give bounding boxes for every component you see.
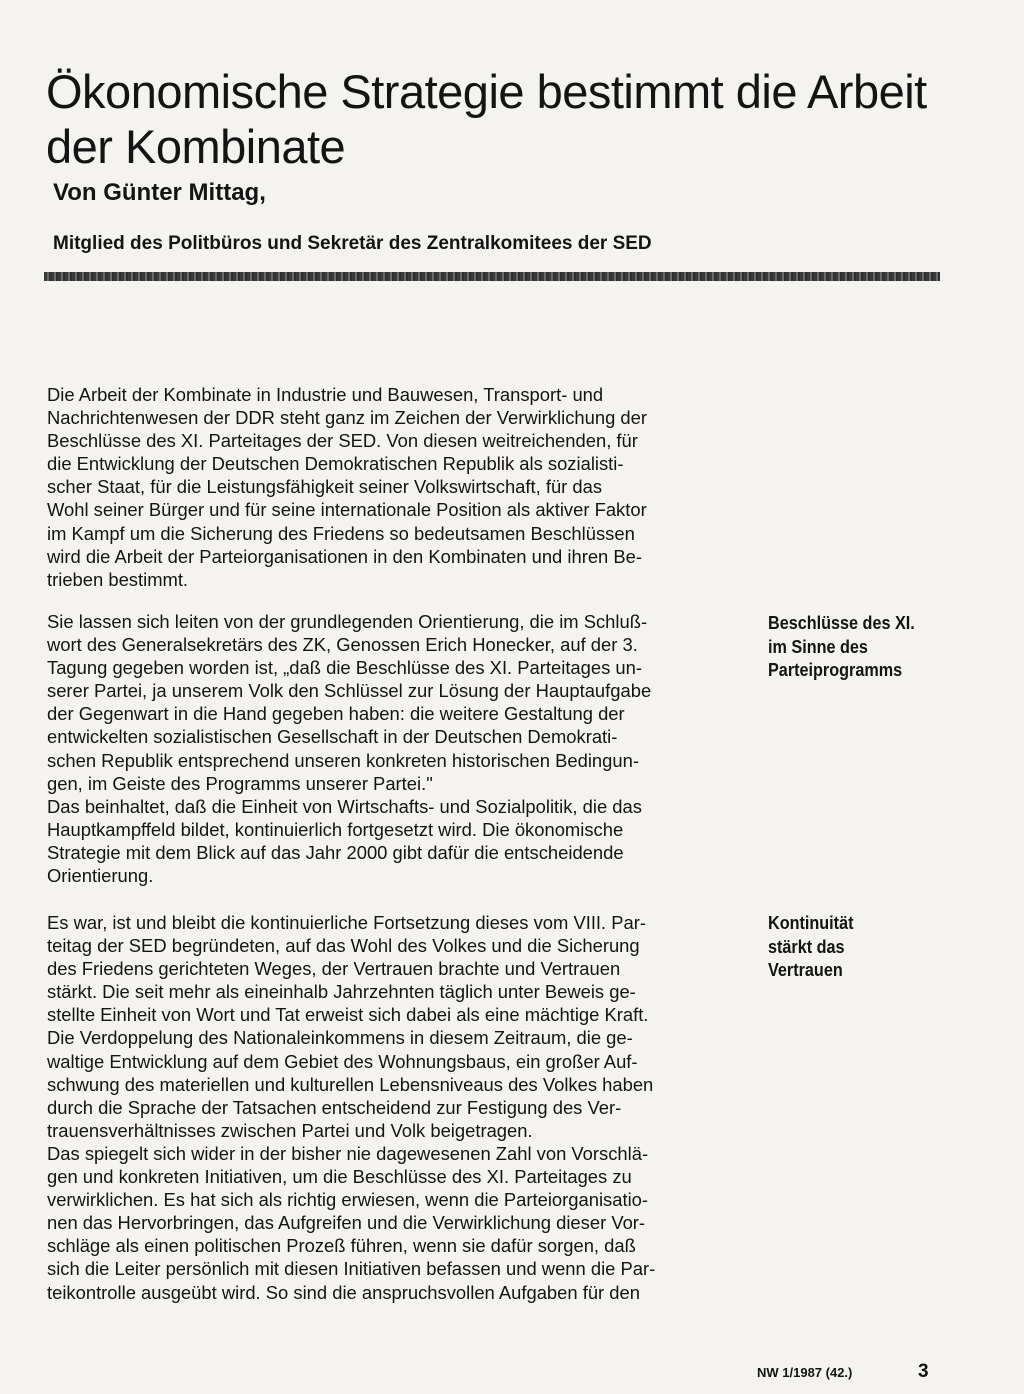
text-line: Die Verdoppelung des Nationaleinkommens in diesem Zeitraum, die ge- bbox=[47, 1027, 633, 1049]
text-line: trauensverhältnisses zwischen Partei und Volk beigetragen. bbox=[47, 1119, 533, 1141]
page-number: 3 bbox=[918, 1361, 929, 1382]
text-line: wird die Arbeit der Parteiorganisationen in den Kombinaten und ihren Be- bbox=[47, 545, 643, 567]
sidenote-line: im Sinne des bbox=[768, 636, 868, 657]
author-name: Von Günter Mittag, bbox=[53, 179, 266, 206]
text-line: gen und konkreten Initiativen, um die Beschlüsse des XI. Parteitages zu bbox=[47, 1166, 632, 1188]
text-line: stellte Einheit von Wort und Tat erweist sich dabei als eine mächtige Kraft. bbox=[47, 1004, 649, 1026]
text-line: schen Republik entsprechend unseren konkreten historischen Bedingun- bbox=[47, 749, 639, 771]
title-rule bbox=[44, 272, 940, 281]
text-line: Die Arbeit der Kombinate in Industrie und Bauwesen, Transport- und bbox=[47, 384, 604, 405]
text-line: gen, im Geiste des Programms unserer Partei." bbox=[47, 772, 433, 794]
text-line: der Gegenwart in die Hand gegeben haben: die weitere Gestaltung der bbox=[47, 703, 625, 725]
author-affiliation: Mitglied des Politbüros und Sekretär des Zentralkomitees der SED bbox=[53, 233, 652, 254]
text-line: Das beinhaltet, daß die Einheit von Wirtschafts- und Sozialpolitik, die das bbox=[47, 795, 642, 817]
text-line: Strategie mit dem Blick auf das Jahr 2000 gibt dafür die entscheidende bbox=[47, 841, 624, 863]
text-line: des Friedens gerichteten Weges, der Vertrauen brachte und Vertrauen bbox=[47, 958, 621, 980]
text-line: trieben bestimmt. bbox=[47, 568, 189, 590]
text-line: Es war, ist und bleibt die kontinuierliche Fortsetzung dieses vom VIII. Par- bbox=[47, 912, 646, 933]
sidenote-line: Vertrauen bbox=[768, 960, 843, 980]
article-title: Ökonomische Strategie bestimmt die Arbeit der Kombinate bbox=[46, 65, 927, 173]
issue-reference: NW 1/1987 (42.) bbox=[757, 1365, 853, 1380]
text-line: teitag der SED begründeten, auf das Wohl des Volkes und die Sicherung bbox=[47, 935, 640, 957]
text-line: teikontrolle ausgeübt wird. So sind die anspruchsvollen Aufgaben für den bbox=[47, 1281, 640, 1303]
text-line: nen das Hervorbringen, das Aufgreifen und die Verwirklichung dieser Vor- bbox=[47, 1212, 646, 1234]
paragraph-1 bbox=[47, 383, 745, 591]
text-line: entwickelten sozialistischen Gesellschaft in der Deutschen Demokrati- bbox=[47, 726, 618, 748]
text-line: schwung des materiellen und kulturellen Lebensniveaus des Volkes haben bbox=[47, 1073, 654, 1095]
paragraph-2 bbox=[47, 610, 745, 887]
text-line: sich die Leiter persönlich mit diesen Initiativen befassen und wenn die Par- bbox=[47, 1258, 656, 1280]
sidenote-kontinuitaet bbox=[768, 912, 948, 983]
text-line: wort des Generalsekretärs des ZK, Genossen Erich Honecker, auf der 3. bbox=[47, 634, 638, 656]
text-line: durch die Sprache der Tatsachen entscheidend zur Festigung des Ver- bbox=[47, 1096, 622, 1118]
text-line: scher Staat, für die Leistungsfähigkeit seiner Volkswirtschaft, für das bbox=[47, 476, 603, 498]
text-line: Nachrichtenwesen der DDR steht ganz im Zeichen der Verwirklichung der bbox=[47, 407, 648, 429]
sidenote-line: Kontinuität bbox=[768, 913, 854, 933]
sidenote-line: Beschlüsse des XI. bbox=[768, 613, 915, 633]
text-line: Das spiegelt sich wider in der bisher nie dagewesenen Zahl von Vorschlä- bbox=[47, 1142, 649, 1164]
text-line: waltige Entwicklung auf dem Gebiet des Wohnungsbaus, ein großer Auf- bbox=[47, 1050, 638, 1072]
text-line: Beschlüsse des XI. Parteitages der SED. Von diesen weitreichenden, für bbox=[47, 430, 638, 452]
text-line: verwirklichen. Es hat sich als richtig erwiesen, wenn die Parteiorganisatio- bbox=[47, 1189, 649, 1211]
text-line: schläge als einen politischen Prozeß führen, wenn sie dafür sorgen, daß bbox=[47, 1235, 636, 1257]
text-line: stärkt. Die seit mehr als eineinhalb Jahrzehnten täglich unter Beweis ge- bbox=[47, 981, 636, 1003]
paragraph-3 bbox=[47, 911, 745, 1304]
text-line: Hauptkampffeld bildet, kontinuierlich fortgesetzt wird. Die ökonomische bbox=[47, 818, 624, 840]
text-line: Tagung gegeben worden ist, „daß die Beschlüsse des XI. Parteitages un- bbox=[47, 657, 642, 679]
text-line: Sie lassen sich leiten von der grundlegenden Orientierung, die im Schluß- bbox=[47, 611, 648, 632]
sidenote-line: Parteiprogramms bbox=[768, 660, 903, 680]
text-line: serer Partei, ja unserem Volk den Schlüssel zur Lösung der Hauptaufgabe bbox=[47, 680, 652, 702]
sidenote-beschluesse bbox=[768, 612, 948, 683]
text-line: die Entwicklung der Deutschen Demokratischen Republik als sozialisti- bbox=[47, 453, 624, 475]
text-line: im Kampf um die Sicherung des Friedens so bedeutsamen Beschlüssen bbox=[47, 522, 635, 544]
sidenote-line: stärkt das bbox=[768, 936, 845, 957]
text-line: Wohl seiner Bürger und für seine internationale Position als aktiver Faktor bbox=[47, 499, 647, 521]
text-line: Orientierung. bbox=[47, 865, 154, 887]
